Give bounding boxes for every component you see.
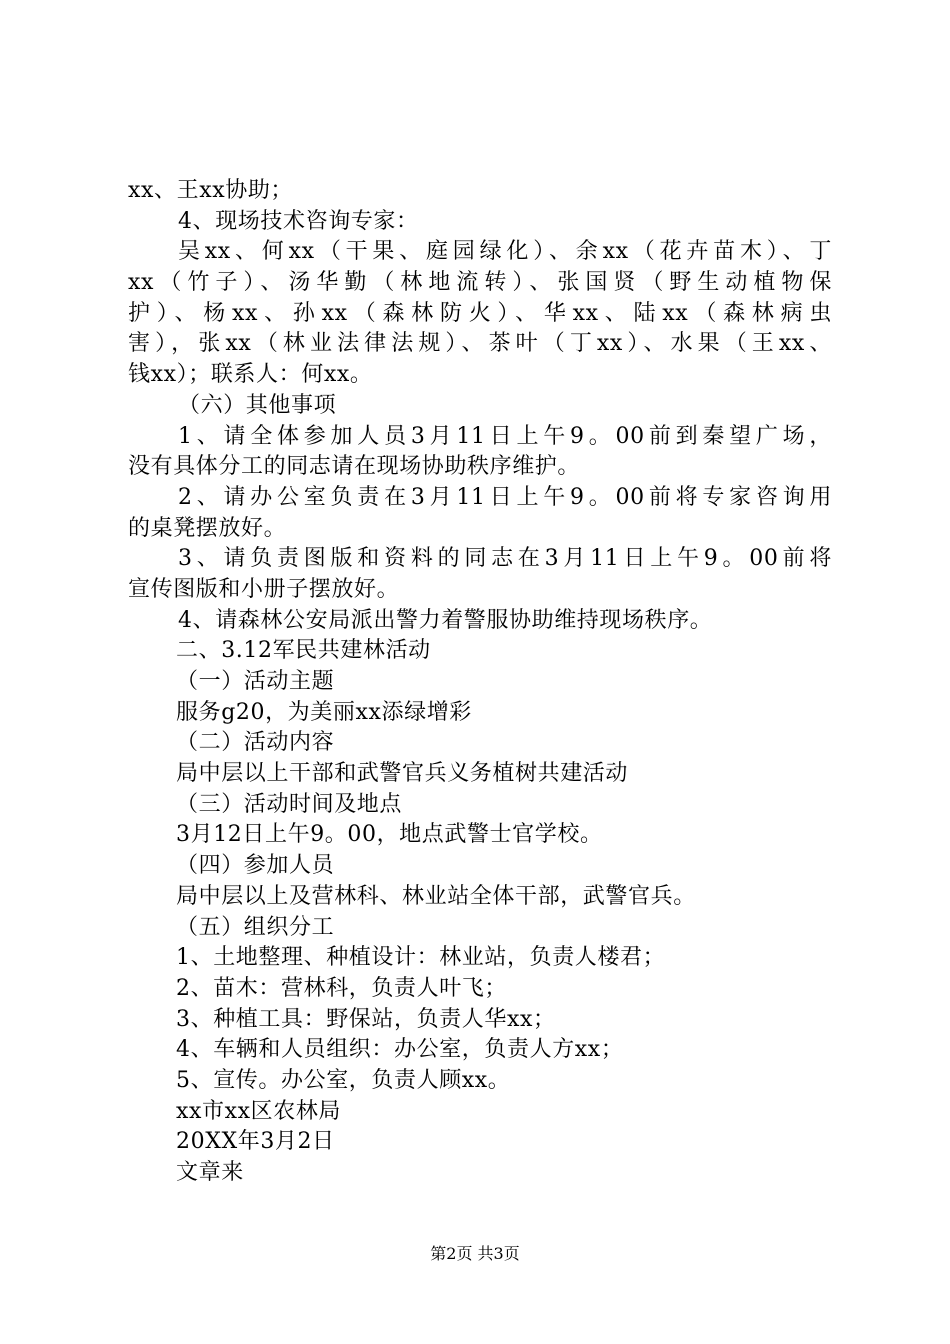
text-line: 2、苗木：营林科，负责人叶飞； — [176, 975, 507, 1001]
signature-date: 20XX年3月2日 — [176, 1129, 335, 1155]
text-line: xx、王xx协助； — [128, 178, 294, 203]
text-line: 吴xx、何xx（干果、庭园绿化）、余xx（花卉苗木）、丁 — [178, 239, 832, 265]
text-line: 没有具体分工的同志请在现场协助秩序维护。 — [128, 454, 581, 480]
text-line: 2、请办公室负责在3月11日上午9。00前将专家咨询用 — [178, 484, 832, 510]
text-line: 4、现场技术咨询专家： — [178, 208, 419, 234]
text-line: 5、宣传。办公室，负责人顾xx。 — [176, 1067, 511, 1093]
text-line: 4、车辆和人员组织：办公室，负责人方xx； — [176, 1037, 624, 1063]
page-number-footer: 第2页 共3页 — [430, 1244, 520, 1263]
text-line: 的桌凳摆放好。 — [128, 515, 287, 541]
subsection-heading: （五）组织分工 — [176, 914, 335, 940]
text-line: 宣传图版和小册子摆放好。 — [128, 576, 400, 602]
text-line: 害），张xx（林业法律法规）、茶叶（丁xx）、水果（王xx、 — [128, 331, 832, 357]
text-line: 4、请森林公安局派出警力着警服协助维持现场秩序。 — [178, 607, 713, 633]
text-line: 局中层以上干部和武警官兵义务植树共建活动 — [176, 761, 629, 787]
document-body — [128, 176, 832, 1189]
text-line: 服务g20，为美丽xx添绿增彩 — [176, 699, 472, 725]
subsection-heading: （三）活动时间及地点 — [176, 791, 403, 817]
section-heading: 二、3.12军民共建林活动 — [176, 638, 431, 664]
text-line: 3、种植工具：野保站，负责人华xx； — [176, 1006, 556, 1032]
text-line: xx（竹子）、汤华勤（林地流转）、张国贤（野生动植物保 — [128, 270, 832, 296]
subsection-heading: （二）活动内容 — [176, 730, 335, 756]
text-line: 1、请全体参加人员3月11日上午9。00前到秦望广场， — [178, 423, 832, 449]
subsection-heading: （四）参加人员 — [176, 853, 335, 879]
text-line: 护）、杨xx、孙xx（森林防火）、华xx、陆xx（森林病虫 — [128, 300, 832, 326]
text-line: 钱xx）；联系人：何xx。 — [128, 362, 373, 388]
text-line: 3月12日上午9。00，地点武警士官学校。 — [176, 822, 603, 848]
text-line: 文章来 — [176, 1160, 244, 1185]
subsection-heading: （一）活动主题 — [176, 669, 335, 694]
text-line: 3、请负责图版和资料的同志在3月11日上午9。00前将 — [178, 546, 832, 572]
text-line: 1、土地整理、种植设计：林业站，负责人楼君； — [176, 945, 666, 971]
section-heading: （六）其他事项 — [178, 392, 337, 418]
signature-organization: xx市xx区农林局 — [176, 1098, 342, 1124]
text-line: 局中层以上及营林科、林业站全体干部，武警官兵。 — [176, 883, 696, 909]
